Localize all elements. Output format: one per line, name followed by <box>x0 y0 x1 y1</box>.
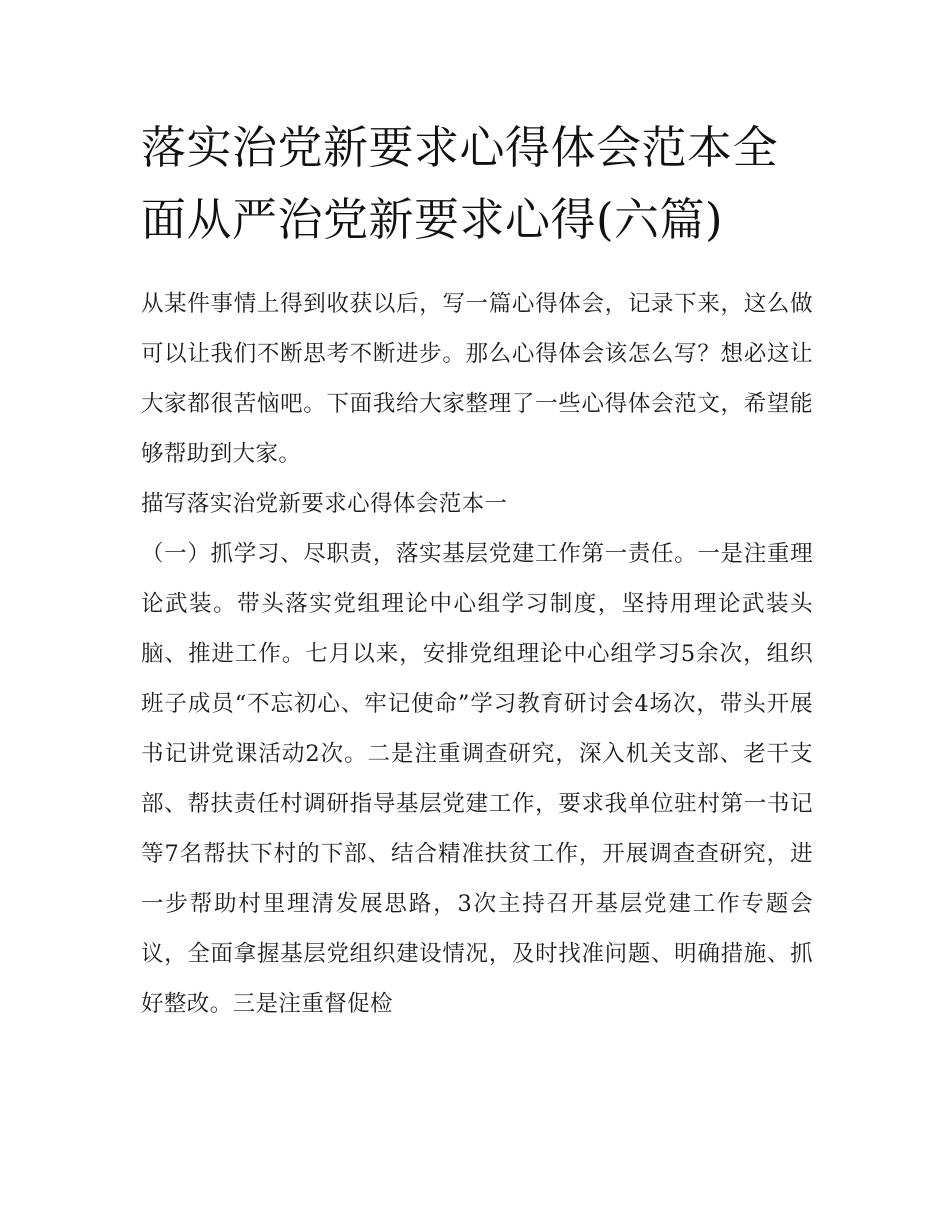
document-content <box>141 112 813 1029</box>
document-title: 落实治党新要求心得体会范本全面从严治党新要求心得(六篇) <box>141 121 779 246</box>
section-body-paragraph: （一）抓学习、尽职责，落实基层党建工作第一责任。一是注重理论武装。带头落实党组理论中心组学习制度，坚持用理论武装头脑、推进工作。七月以来，安排党组理论中心组学习5余次，组织班子成员“不忘初心、牢记使命”学习教育研讨会4场次，带头开展书记讲党课活动2次。二是注重调查研究，深入机关支部、老干支部、帮扶责任村调研指导基层党建工作，要求我单位驻村第一书记等7名帮扶下村的下部、结合精准扶贫工作，开展调查查研究，进一步帮助村里理清发展思路，3次主持召开基层党建工作专题会议，全面拿握基层党组织建设情况，及时找准问题、明确措施、抓好整改。三是注重督促检 <box>141 541 813 1017</box>
section-heading: 描写落实治党新要求心得体会范本一 <box>141 491 508 517</box>
intro-paragraph: 从某件事情上得到收获以后，写一篇心得体会，记录下来，这么做可以让我们不断思考不断进步。那么心得体会该怎么写？想必这让大家都很苦恼吧。下面我给大家整理了一些心得体会范文，希望能够帮助到大家。 <box>141 291 813 467</box>
